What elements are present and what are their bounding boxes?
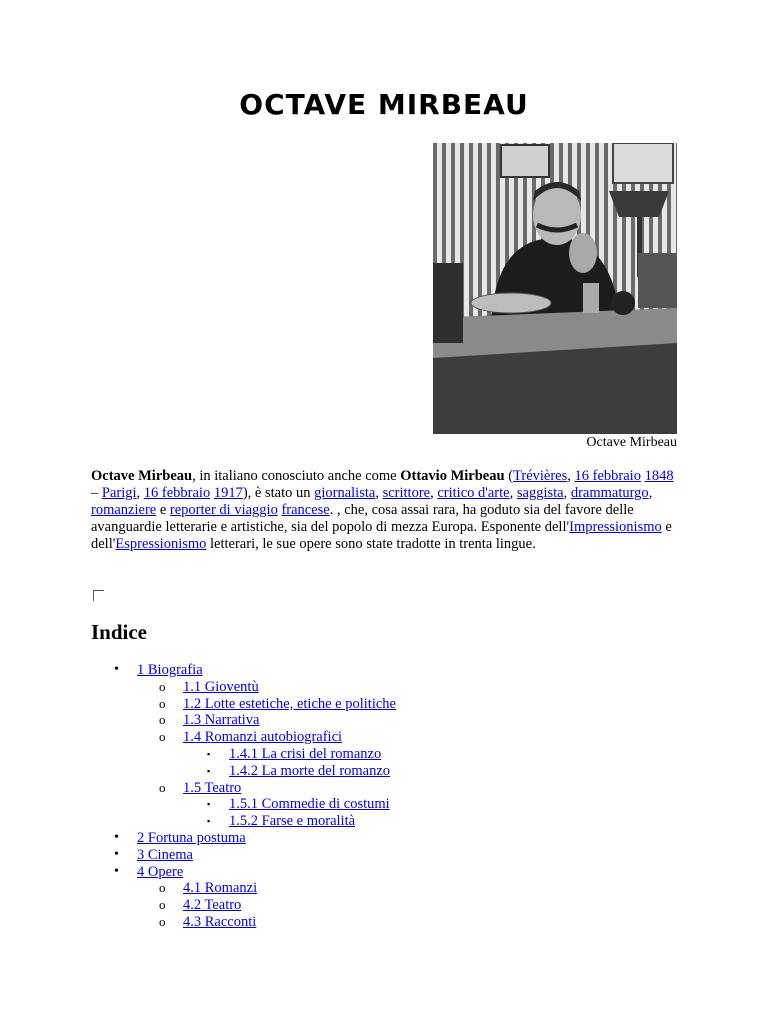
link-reporter-viaggio[interactable]: reporter di viaggio: [169, 502, 278, 518]
toc-link-crisi-romanzo[interactable]: 1.4.1 La crisi del romanzo: [229, 745, 382, 762]
intro-paragraph: [91, 468, 681, 553]
link-birthplace[interactable]: Trévières: [513, 468, 568, 484]
toc-item: [183, 897, 691, 914]
link-death-day[interactable]: 16 febbraio: [143, 485, 211, 501]
intro-text: , in italiano conosciuto anche come: [192, 468, 401, 484]
intro-text: ,: [136, 485, 144, 501]
toc-link-fortuna-postuma[interactable]: 2 Fortuna postuma: [137, 829, 246, 846]
toc-item: [183, 729, 691, 779]
link-espressionismo[interactable]: Espressionismo: [115, 536, 207, 552]
intro-text: ,: [648, 485, 653, 501]
toc-item: [183, 780, 691, 830]
toc-link-opere-teatro[interactable]: 4.2 Teatro: [183, 897, 242, 914]
toc-link-teatro[interactable]: 1.5 Teatro: [183, 779, 242, 796]
toc-link-gioventu[interactable]: 1.1 Gioventù: [183, 678, 259, 695]
link-critico-arte[interactable]: critico d'arte: [437, 485, 510, 501]
toc-link-biografia[interactable]: 1 Biografia: [137, 662, 203, 678]
toc-item: [183, 880, 691, 897]
toc-item: [229, 796, 691, 813]
toc-item: [137, 830, 691, 847]
intro-text: ,: [375, 485, 383, 501]
toc-link-romanzi[interactable]: 4.1 Romanzi: [183, 880, 258, 897]
toc-link-opere[interactable]: 4 Opere: [137, 863, 184, 880]
toc-item: [183, 679, 691, 696]
link-birth-year[interactable]: 1848: [644, 468, 674, 484]
toc-link-morte-romanzo[interactable]: 1.4.2 La morte del romanzo: [229, 762, 391, 779]
link-romanziere[interactable]: romanziere: [91, 502, 157, 518]
intro-text: ), è stato un: [242, 485, 315, 501]
toc-heading: Indice: [91, 620, 148, 644]
subject-name: Octave Mirbeau: [91, 468, 193, 484]
toc-link-racconti[interactable]: 4.3 Racconti: [183, 913, 257, 930]
intro-text: e dell': [91, 519, 672, 552]
link-giornalista[interactable]: giornalista: [314, 485, 376, 501]
toc-toggle-checkbox[interactable]: [93, 590, 104, 601]
toc-item: [183, 696, 691, 713]
toc-item: [183, 712, 691, 729]
toc-link-cinema[interactable]: 3 Cinema: [137, 846, 193, 863]
toc-item: [229, 813, 691, 830]
intro-text: letterari, le sue opere sono state tradotte in trenta lingue.: [206, 536, 536, 552]
photo-caption: Octave Mirbeau: [586, 435, 677, 450]
toc-link-romanzi-autobiografici[interactable]: 1.4 Romanzi autobiografici: [183, 729, 343, 746]
intro-text: ,: [563, 485, 571, 501]
toc-item: [229, 746, 691, 763]
link-death-place[interactable]: Parigi: [101, 485, 137, 501]
page-title: OCTAVE MIRBEAU: [239, 88, 529, 121]
intro-text: . , che, cosa assai rara, ha goduto sia del favore delle avanguardie letterarie e artistiche, sia del popolo di mezza Europa. Esponente dell': [91, 502, 634, 535]
subject-alt-name: Ottavio Mirbeau: [400, 468, 505, 484]
intro-text: ,: [567, 468, 575, 484]
intro-text: e: [156, 502, 170, 518]
intro-text: –: [91, 485, 102, 501]
link-drammaturgo[interactable]: drammaturgo: [570, 485, 649, 501]
intro-text: ,: [509, 485, 517, 501]
table-of-contents: [91, 662, 691, 931]
toc-item: [229, 763, 691, 780]
toc-item: [137, 662, 691, 830]
link-scrittore[interactable]: scrittore: [382, 485, 431, 501]
toc-link-lotte[interactable]: 1.2 Lotte estetiche, etiche e politiche: [183, 695, 396, 712]
link-birth-day[interactable]: 16 febbraio: [574, 468, 641, 484]
toc-item: [183, 914, 691, 931]
toc-link-narrativa[interactable]: 1.3 Narrativa: [183, 712, 260, 729]
toc-link-farse[interactable]: 1.5.2 Farse e moralità: [229, 813, 356, 830]
link-francese[interactable]: francese: [281, 502, 330, 518]
intro-text: (: [504, 468, 514, 484]
toc-item: [137, 847, 691, 864]
toc-link-commedie[interactable]: 1.5.1 Commedie di costumi: [229, 796, 390, 813]
link-impressionismo[interactable]: Impressionismo: [569, 519, 662, 535]
portrait-photo: [433, 143, 677, 434]
toc-item: [137, 864, 691, 931]
intro-text: ,: [430, 485, 438, 501]
link-saggista[interactable]: saggista: [516, 485, 564, 501]
link-death-year[interactable]: 1917: [213, 485, 243, 501]
